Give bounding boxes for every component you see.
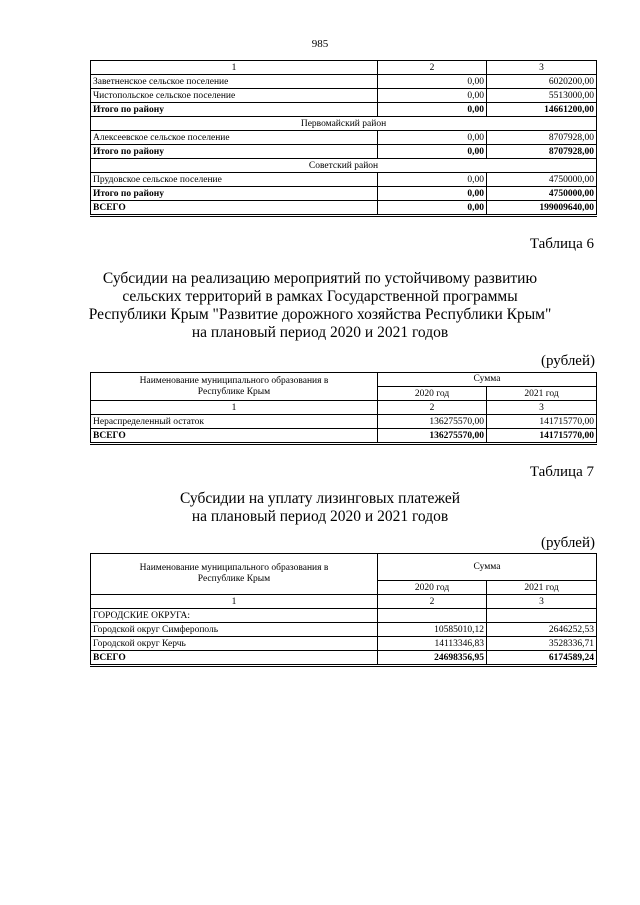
- value-2021: 141715770,00: [487, 429, 597, 444]
- grand-total-row: [91, 651, 597, 666]
- table-6: [90, 372, 597, 445]
- column-number: 1: [91, 61, 378, 75]
- column-number: 3: [487, 401, 597, 415]
- table-7: [90, 553, 597, 667]
- header-year-2020: 2020 год: [378, 581, 487, 595]
- value-2020: 0,00: [378, 187, 487, 201]
- table-7-label: Таблица 7: [529, 464, 594, 480]
- header-row: [91, 554, 597, 581]
- page-number: 985: [311, 38, 329, 50]
- subtotal-row: [91, 145, 597, 159]
- header-municipality: Наименование муниципального образования в Республике Крым: [91, 554, 378, 595]
- subtotal-row: [91, 103, 597, 117]
- header-year-2021: 2021 год: [487, 387, 597, 401]
- value-2020: 0,00: [378, 89, 487, 103]
- table-6-units: (рублей): [540, 353, 595, 369]
- title-line: Субсидии на реализацию мероприятий по устойчивому развитию: [102, 270, 538, 287]
- value-2020: 136275570,00: [378, 429, 487, 444]
- value-2020: 0,00: [378, 145, 487, 159]
- column-number-row: [91, 401, 597, 415]
- value-2020: 0,00: [378, 75, 487, 89]
- grand-total-label: ВСЕГО: [91, 429, 378, 444]
- header-row: [91, 373, 597, 387]
- column-number-row: [91, 595, 597, 609]
- table-row: [91, 89, 597, 103]
- value-2021: 14661200,00: [487, 103, 597, 117]
- value-2021: 199009640,00: [487, 201, 597, 216]
- value-2021: 4750000,00: [487, 173, 597, 187]
- section-row: [91, 117, 597, 131]
- subtotal-label: Итого по району: [91, 103, 378, 117]
- empty-cell: [487, 609, 597, 623]
- subtotal-label: Итого по району: [91, 145, 378, 159]
- column-number-row: [91, 61, 597, 75]
- table-row: [91, 173, 597, 187]
- value-2020: 24698356,95: [378, 651, 487, 666]
- column-number: 3: [487, 61, 597, 75]
- value-2020: 0,00: [378, 173, 487, 187]
- column-number: 1: [91, 401, 378, 415]
- value-2020: 14113346,83: [378, 637, 487, 651]
- subtotal-row: [91, 187, 597, 201]
- value-2021: 141715770,00: [487, 415, 597, 429]
- district-name: Первомайский район: [91, 117, 597, 131]
- municipality-name: Чистопольское сельское поселение: [91, 89, 378, 103]
- empty-cell: [378, 609, 487, 623]
- value-2021: 6174589,24: [487, 651, 597, 666]
- grand-total-label: ВСЕГО: [91, 201, 378, 216]
- municipality-name: Алексеевское сельское поселение: [91, 131, 378, 145]
- table-row: [91, 637, 597, 651]
- table-7-units: (рублей): [540, 535, 595, 551]
- header-municipality: Наименование муниципального образования в Республике Крым: [91, 373, 378, 401]
- title-line: Республики Крым "Развитие дорожного хозяйства Республики Крым": [88, 306, 552, 323]
- table-continued: [90, 60, 597, 217]
- subtotal-label: Итого по району: [91, 187, 378, 201]
- title-line: на плановый период 2020 и 2021 годов: [191, 324, 449, 341]
- column-number: 3: [487, 595, 597, 609]
- municipality-name: Нераспределенный остаток: [91, 415, 378, 429]
- table-row: [91, 131, 597, 145]
- municipality-name: Прудовское сельское поселение: [91, 173, 378, 187]
- table-7-title: [0, 490, 640, 526]
- header-year-2020: 2020 год: [378, 387, 487, 401]
- section-row: [91, 609, 597, 623]
- value-2021: 2646252,53: [487, 623, 597, 637]
- column-number: 2: [378, 401, 487, 415]
- title-line: Субсидии на уплату лизинговых платежей: [179, 490, 461, 507]
- table-row: [91, 415, 597, 429]
- value-2020: 10585010,12: [378, 623, 487, 637]
- table-6-label: Таблица 6: [529, 236, 594, 252]
- section-row: [91, 159, 597, 173]
- grand-total-row: [91, 201, 597, 216]
- value-2020: 0,00: [378, 103, 487, 117]
- municipality-name: Заветненское сельское поселение: [91, 75, 378, 89]
- table-6-title: [0, 270, 640, 342]
- table-row: [91, 75, 597, 89]
- header-year-2021: 2021 год: [487, 581, 597, 595]
- municipality-name: Городской округ Керчь: [91, 637, 378, 651]
- value-2021: 8707928,00: [487, 145, 597, 159]
- district-name: Советский район: [91, 159, 597, 173]
- section-label: ГОРОДСКИЕ ОКРУГА:: [91, 609, 378, 623]
- value-2021: 3528336,71: [487, 637, 597, 651]
- value-2020: 136275570,00: [378, 415, 487, 429]
- column-number: 2: [378, 61, 487, 75]
- column-number: 1: [91, 595, 378, 609]
- column-number: 2: [378, 595, 487, 609]
- value-2021: 5513000,00: [487, 89, 597, 103]
- title-line: на плановый период 2020 и 2021 годов: [191, 508, 449, 525]
- header-sum: Сумма: [378, 554, 597, 581]
- municipality-name: Городской округ Симферополь: [91, 623, 378, 637]
- table-row: [91, 623, 597, 637]
- value-2020: 0,00: [378, 201, 487, 216]
- grand-total-row: [91, 429, 597, 444]
- value-2021: 8707928,00: [487, 131, 597, 145]
- value-2021: 4750000,00: [487, 187, 597, 201]
- title-line: сельских территорий в рамках Государственной программы: [122, 288, 518, 305]
- header-sum: Сумма: [378, 373, 597, 387]
- value-2020: 0,00: [378, 131, 487, 145]
- value-2021: 6020200,00: [487, 75, 597, 89]
- grand-total-label: ВСЕГО: [91, 651, 378, 666]
